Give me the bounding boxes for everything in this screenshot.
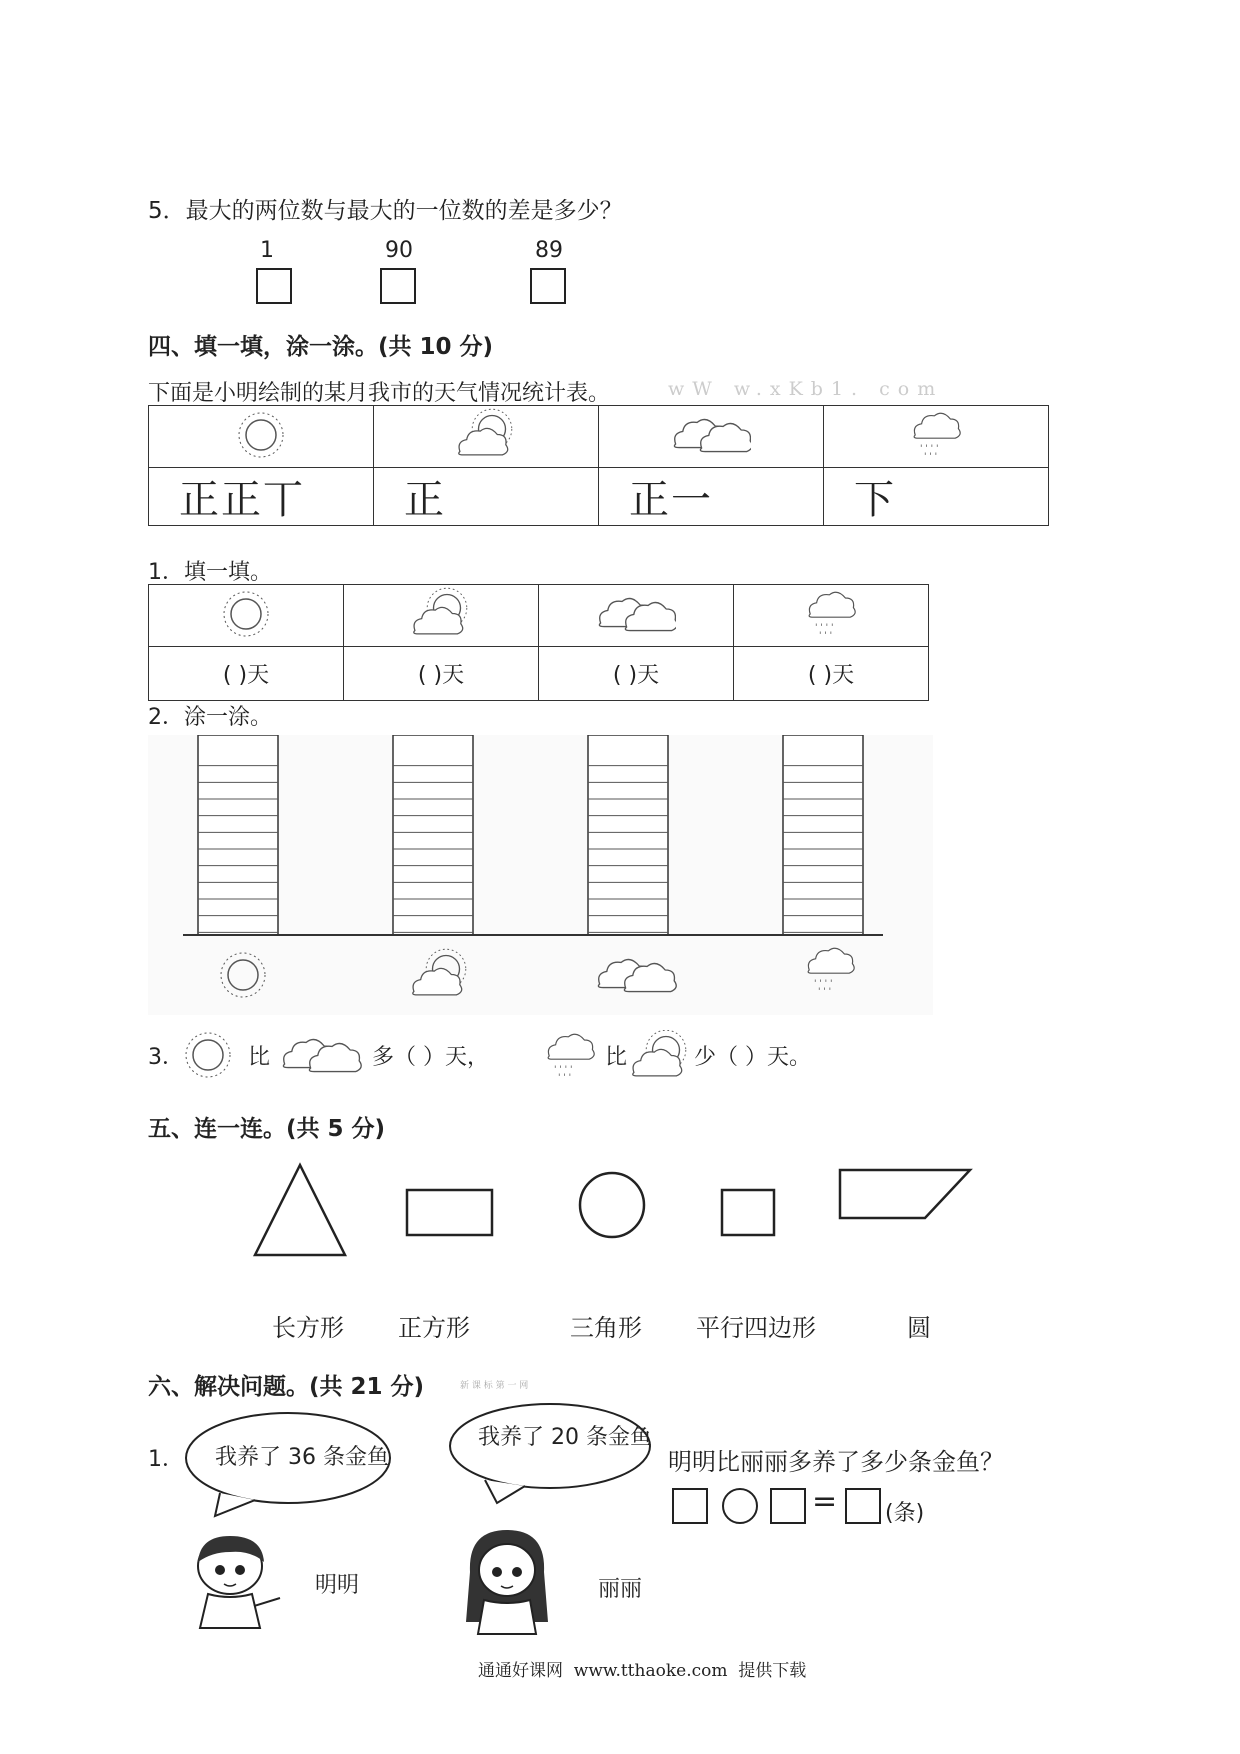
- square-shape: [722, 1190, 774, 1235]
- girl-name: 丽丽: [598, 1577, 643, 1602]
- section4-intro: 下面是小明绘制的某月我市的天气情况统计表。: [148, 381, 611, 406]
- label-rectangle[interactable]: 长方形: [272, 1314, 344, 1342]
- svg-text:' ' ' ': ' ' ' ': [815, 622, 834, 633]
- tally-cloudy: 正一: [599, 468, 824, 526]
- boy-name: 明明: [315, 1573, 360, 1598]
- cloudy-icon: [599, 406, 824, 468]
- q3-shao[interactable]: 少（ ）天。: [694, 1045, 811, 1070]
- q5-question: 5．最大的两位数与最大的一位数的差是多少？: [148, 198, 623, 224]
- speech-bubble-2: [445, 1398, 655, 1508]
- label-parallelogram[interactable]: 平行四边形: [696, 1314, 816, 1342]
- triangle-shape: [255, 1165, 345, 1255]
- sun-icon: [149, 406, 374, 468]
- eq-box-3[interactable]: [845, 1488, 881, 1524]
- rain-icon: [734, 585, 929, 647]
- q3-bi1: 比: [248, 1045, 271, 1070]
- fill-cell-partly-cloudy[interactable]: ( )天: [344, 647, 539, 701]
- fill-table: [148, 584, 929, 701]
- equals-sign: =: [812, 1484, 838, 1519]
- bubble-1-text: 我养了 36 条金鱼: [215, 1445, 389, 1470]
- parallelogram-shape: [840, 1170, 970, 1218]
- bubble-2-text: 我养了 20 条金鱼: [478, 1425, 652, 1450]
- eq-box-1[interactable]: [672, 1488, 708, 1524]
- sun-icon: [183, 1030, 233, 1080]
- q6-1-num: 1．: [148, 1447, 184, 1472]
- fill-cell-sunny[interactable]: ( )天: [149, 647, 344, 701]
- q5-option-2: 90: [385, 238, 413, 263]
- answer-box-3[interactable]: [530, 268, 566, 304]
- section4-title: 四、填一填，涂一涂。(共 10 分): [148, 334, 494, 360]
- q5-option-3: 89: [535, 238, 563, 263]
- q3-bi2: 比: [605, 1045, 628, 1070]
- tally-rain: 下: [824, 468, 1049, 526]
- shapes-row: [250, 1160, 1010, 1260]
- coloring-column[interactable]: [588, 735, 668, 935]
- eq-operator-circle[interactable]: [722, 1488, 758, 1524]
- coloring-column[interactable]: [198, 735, 278, 935]
- rectangle-shape: [407, 1190, 492, 1235]
- footer: 通通好课网 www.tthaoke.com 提供下载: [478, 1661, 807, 1681]
- svg-text:' ' ' ': ' ' ' ': [554, 1065, 573, 1075]
- q5-option-1: 1: [260, 238, 274, 263]
- small-watermark: 新 课 标 第 一 网: [460, 1381, 529, 1391]
- label-square[interactable]: 正方形: [398, 1314, 470, 1342]
- svg-text:' ' ' ': ' ' ' ': [920, 443, 939, 454]
- unit-label: (条): [885, 1501, 925, 1526]
- sun-icon: [149, 585, 344, 647]
- answer-box-2[interactable]: [380, 268, 416, 304]
- q3-prefix: 3．: [148, 1045, 184, 1070]
- sun-cloud-icon: [344, 585, 539, 647]
- girl-avatar: [452, 1522, 562, 1642]
- coloring-column[interactable]: [393, 735, 473, 935]
- svg-text:' ' ': ' ' ': [819, 630, 833, 641]
- cloudy-icon: [539, 585, 734, 647]
- sun-cloud-icon: [630, 1030, 690, 1086]
- coloring-chart: [148, 735, 933, 1015]
- q6-1-question: 明明比丽丽多养了多少条金鱼？: [668, 1448, 1004, 1476]
- rain-icon: [540, 1030, 600, 1086]
- watermark: wW w.xKb1. com: [668, 378, 944, 400]
- fill-cell-cloudy[interactable]: ( )天: [539, 647, 734, 701]
- answer-box-1[interactable]: [256, 268, 292, 304]
- tally-partly-cloudy: 正: [374, 468, 599, 526]
- boy-avatar: [180, 1528, 290, 1638]
- fill-cell-rain[interactable]: ( )天: [734, 647, 929, 701]
- eq-box-2[interactable]: [770, 1488, 806, 1524]
- cloudy-icon: [275, 1030, 365, 1080]
- svg-text:' ' ': ' ' ': [558, 1073, 572, 1083]
- section6-title: 六、解决问题。(共 21 分): [148, 1374, 425, 1400]
- tally-sunny: 正正丅: [149, 468, 374, 526]
- svg-text:' ' ': ' ' ': [924, 451, 938, 462]
- circle-shape: [580, 1173, 644, 1237]
- paint-label: 2．涂一涂。: [148, 705, 272, 730]
- label-triangle[interactable]: 三角形: [570, 1314, 642, 1342]
- section5-title: 五、连一连。(共 5 分): [148, 1116, 386, 1142]
- label-circle[interactable]: 圆: [907, 1314, 931, 1342]
- sun-cloud-icon: [374, 406, 599, 468]
- q3-duo[interactable]: 多（ ）天，: [372, 1045, 489, 1070]
- coloring-column[interactable]: [783, 735, 863, 935]
- svg-text:' ' ' ': ' ' ' ': [814, 979, 833, 989]
- fill-label: 1．填一填。: [148, 560, 272, 585]
- rain-icon: [824, 406, 1049, 468]
- svg-text:' ' ': ' ' ': [818, 987, 832, 997]
- weather-tally-table: [148, 405, 1049, 526]
